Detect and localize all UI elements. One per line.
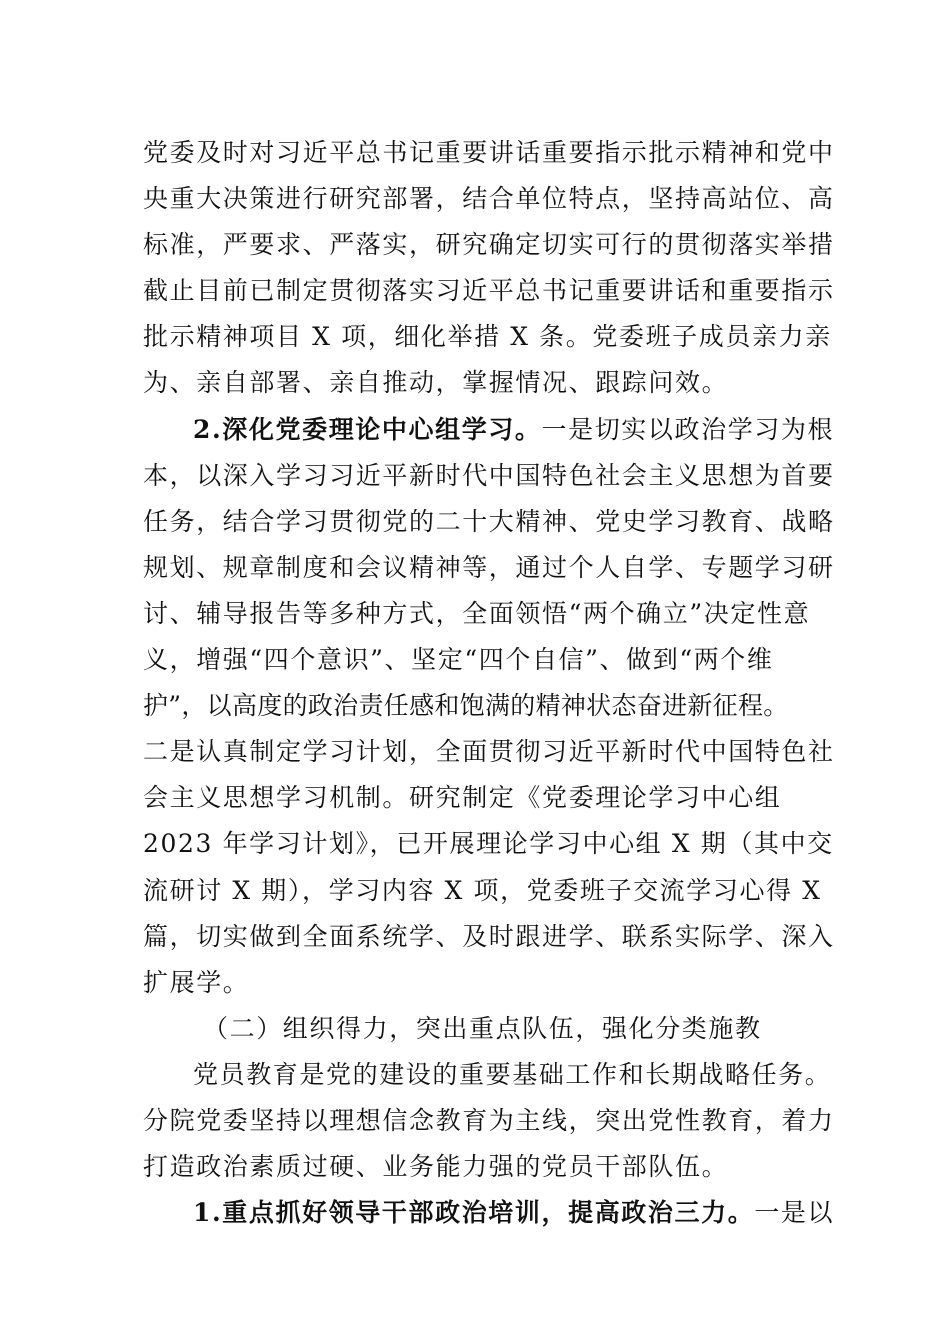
text-line: 讨、辅导报告等多种方式，全面领悟“两个确立”决定性意 bbox=[143, 598, 811, 628]
text-line: 本，以深入学习习近平新时代中国特色社会主义思想为首要 bbox=[143, 460, 835, 490]
paragraph-heading-line bbox=[143, 1190, 835, 1236]
text-line: 央重大决策进行研究部署，结合单位特点，坚持高站位、高 bbox=[143, 184, 835, 214]
text-line: 标准，严要求、严落实，研究确定切实可行的贯彻落实举措 bbox=[143, 230, 835, 260]
text-line: 党委及时对习近平总书记重要讲话重要指示批示精神和党中 bbox=[143, 138, 835, 167]
text-line: 扩展学。 bbox=[143, 967, 250, 997]
text-line: 护”，以高度的政治责任感和饱满的精神状态奋进新征程。 bbox=[143, 691, 789, 721]
text-line: 流研讨 X 期），学习内容 X 项，党委班子交流学习心得 X bbox=[143, 875, 822, 905]
section-heading: 1.重点抓好领导干部政治培训，提高政治三力。 bbox=[193, 1198, 755, 1228]
text-line: 2023 年学习计划》，已开展理论学习中心组 X 期（其中交 bbox=[143, 829, 834, 859]
subsection-title: （二）组织得力，突出重点队伍，强化分类施教 bbox=[203, 1013, 762, 1043]
section-heading: 2.深化党委理论中心组学习。 bbox=[193, 414, 542, 444]
text-line: 打造政治素质过硬、业务能力强的党员干部队伍。 bbox=[143, 1152, 729, 1182]
text-line: 义，增强“四个意识”、坚定“四个自信”、做到“两个维 bbox=[143, 645, 774, 675]
text-line: 为、亲自部署、亲自推动，掌握情况、跟踪问效。 bbox=[143, 368, 729, 398]
text-line: 任务，结合学习贯彻党的二十大精神、党史学习教育、战略 bbox=[143, 506, 835, 536]
text-line: 规划、规章制度和会议精神等，通过个人自学、专题学习研 bbox=[143, 552, 835, 582]
text-line: 会主义思想学习机制。研究制定《党委理论学习中心组 bbox=[143, 783, 782, 813]
paragraph-heading-line bbox=[143, 407, 835, 453]
document-body bbox=[143, 130, 835, 1236]
text-line: 篇，切实做到全面系统学、及时跟进学、联系实际学、深入 bbox=[143, 921, 835, 951]
heading-continuation: 一是切实以政治学习为根 bbox=[541, 414, 835, 444]
text-line: 批示精神项目 X 项，细化举措 X 条。党委班子成员亲力亲 bbox=[143, 322, 832, 352]
text-line: 二是认真制定学习计划，全面贯彻习近平新时代中国特色社 bbox=[143, 737, 835, 767]
text-line: 分院党委坚持以理想信念教育为主线，突出党性教育，着力 bbox=[143, 1105, 835, 1135]
text-line: 截止目前已制定贯彻落实习近平总书记重要讲话和重要指示 bbox=[143, 276, 835, 306]
heading-continuation: 一是以 bbox=[754, 1198, 835, 1228]
text-line: 党员教育是党的建设的重要基础工作和长期战略任务。 bbox=[193, 1059, 832, 1089]
